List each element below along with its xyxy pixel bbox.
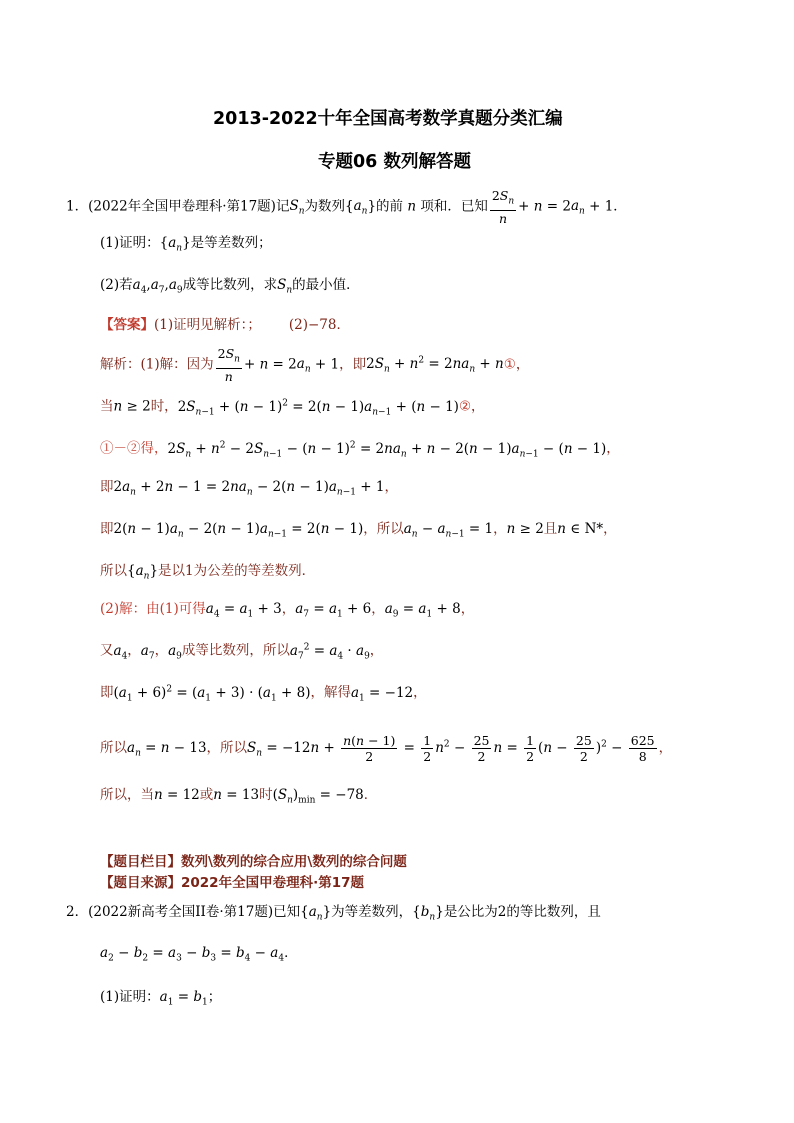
- q1-solution-line6: 所以$\{a_n\}$是以1为公差的等差数列．: [100, 563, 316, 582]
- q1-part1: (1)证明：$\{a_n\}$是等差数列；: [100, 235, 272, 254]
- q1-solution-line8: 又$a_4$，$a_7$，$a_9$成等比数列，所以$a_7^2 = a_4 \cdot a_9$，: [100, 642, 384, 662]
- q1-solution-line10: 所以$a_n = n - 13$，所以$S_n = -12n$ + $\frac{n(n - 1)}{2}$ = $\frac{1}{2}$ $n^2$ − $\frac{25}{2}$ n = $\frac{1}{2}$ (n − $\frac{25}{2}$ )$^2$ − $\frac{625}{8}$ ，: [100, 733, 673, 764]
- document-title: 2013-2022十年全国高考数学真题分类汇编: [213, 109, 563, 129]
- q2-condition: $a_2 - b_2 = a_3 - b_3 = b_4 - a_4$．: [100, 945, 298, 964]
- q1-answer: 【答案】(1)证明见解析：； (2)−78．: [100, 317, 350, 333]
- q1-part2: (2)若$a_4,a_7,a_9$成等比数列，求$S_n$的最小值．: [100, 277, 360, 296]
- q1-solution-line4: 即$2a_n + 2n - 1 = 2na_n - 2(n - 1)a_{n-1} + 1$，: [100, 479, 398, 498]
- q1-solution-line1: 解析：(1)解：因为 $\frac{2S_n}{n}$ + $n = 2a_n + 1$，即$2S_n + n^2 = 2na_n$ + n①，: [100, 346, 530, 384]
- q1-solution-line7: (2)解：由(1)可得$a_4 = a_1 + 3$，$a_7 = a_1 + 6$，$a_9 = a_1 + 8$，: [100, 601, 475, 620]
- q1-solution-line11: 所以，当n = 12或n = 13时$(S_n)_{min} = -78$．: [100, 787, 378, 806]
- q1-solution-line3: ①－②得，$2S_n + n^2 - 2S_{n-1} - (n - 1)^2 = 2na_n + n - 2(n - 1)a_{n-1} - (n - 1)$，: [100, 440, 620, 460]
- q1-solution-line2: 当n ≥ 2时，$2S_{n-1} + (n - 1)^2 = 2(n - 1)a_{n-1} + (n$ − 1)②，: [100, 398, 485, 418]
- q1-stem: 1．(2022年全国甲卷理科·第17题)记$S_n$为数列$\{a_n\}$的前 n 项和．已知 $\frac{2S_n}{n}$ + $n = 2a_n + 1$．: [66, 188, 627, 226]
- q1-solution-line9: 即$(a_1 + 6)^2 = (a_1 + 3) \cdot (a_1 + 8)$，解得$a_1 = -12$，: [100, 684, 427, 704]
- q2-part1: (1)证明：$a_1 = b_1$；: [100, 989, 222, 1008]
- q1-source-meta: 【题目来源】2022年全国甲卷理科·第17题: [100, 875, 364, 891]
- q1-column-meta: 【题目栏目】数列\数列的综合应用\数列的综合问题: [100, 854, 407, 870]
- q1-solution-line5: 即$2(n - 1)a_n - 2(n - 1)a_{n-1} = 2(n - 1)$，所以$a_n - a_{n-1} = 1$，n ≥ 2且n ∈ N*，: [100, 521, 617, 540]
- q2-stem: 2．(2022新高考全国II卷·第17题)已知$\{a_n\}$为等差数列，$\{b_n\}$是公比为2的等比数列，且: [66, 904, 601, 923]
- document-subtitle: 专题06 数列解答题: [318, 152, 471, 172]
